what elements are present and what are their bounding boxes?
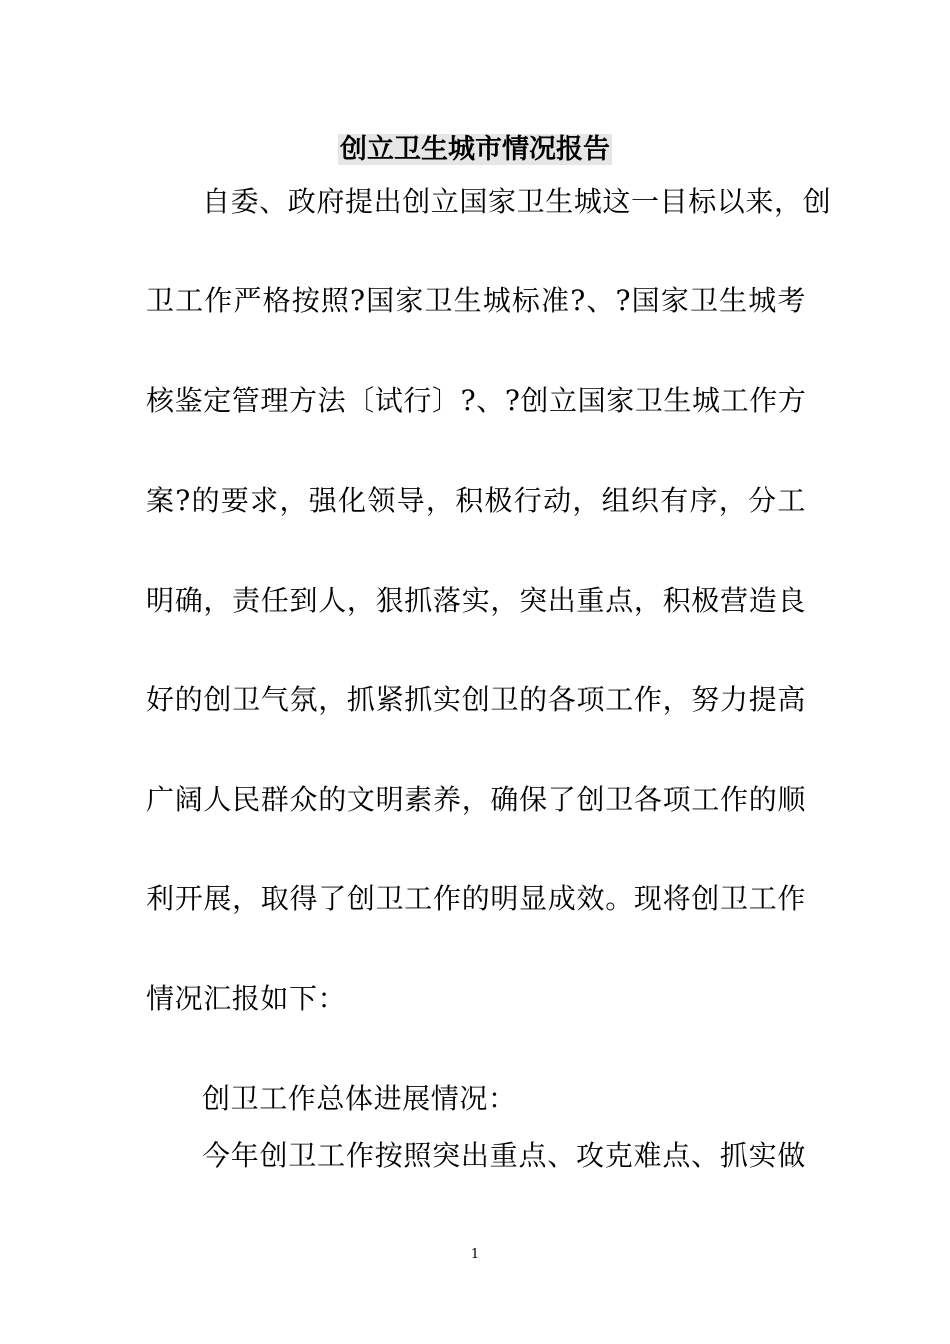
- paragraph-line: 自委、政府提出创立国家卫生城这一目标以来，创: [202, 185, 832, 218]
- paragraph-line: 明确，责任到人，狠抓落实，突出重点，积极营造良: [146, 584, 806, 617]
- paragraph-line: 好的创卫气氛，抓紧抓实创卫的各项工作，努力提高: [146, 683, 806, 716]
- paragraph-line: 利开展，取得了创卫工作的明显成效。现将创卫工作: [146, 882, 806, 915]
- paragraph-line: 卫工作严格按照?国家卫生城标准?、?国家卫生城考: [146, 284, 806, 317]
- paragraph-line: 核鉴定管理方法〔试行〕?、?创立国家卫生城工作方: [146, 384, 807, 417]
- document-title: [0, 132, 950, 168]
- section-heading: 创卫工作总体进展情况：: [202, 1082, 517, 1115]
- paragraph-line: 广阔人民群众的文明素养，确保了创卫各项工作的顺: [146, 783, 806, 816]
- paragraph-line: 案?的要求，强化领导，积极行动，组织有序，分工: [146, 484, 806, 517]
- paragraph-line: 情况汇报如下：: [146, 982, 347, 1015]
- document-title-text: 创立卫生城市情况报告: [340, 134, 610, 165]
- page-number: 1: [470, 1247, 480, 1262]
- paragraph-line: 今年创卫工作按照突出重点、攻克难点、抓实做: [202, 1139, 806, 1172]
